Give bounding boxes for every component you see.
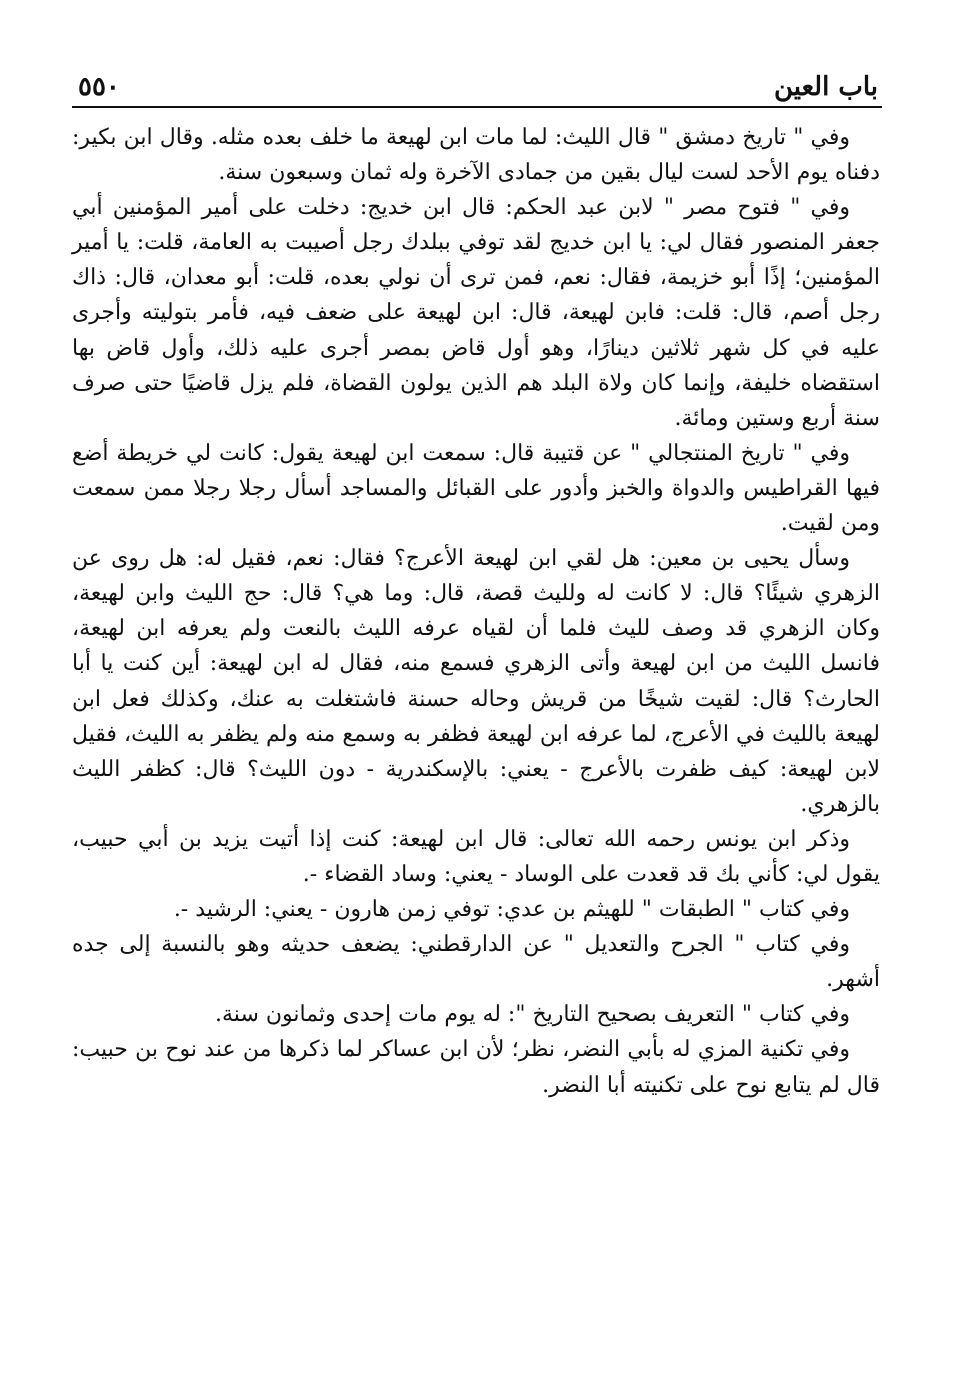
paragraph: وفي " تاريخ المنتجالي " عن قتيبة قال: سمعت ابن لهيعة يقول: كانت لي خريطة أضع فيها القراطيس والدواة والخبز وأدور على القبائل والمساجد أسأل رجلا رجلا ممن سمعت ومن لقيت. [72, 440, 880, 537]
paragraph: وفي تكنية المزي له بأبي النضر، نظر؛ لأن ابن عساكر لما ذكرها من عند نوح بن حبيب: قال لم يتابع نوح على تكنيته أبا النضر. [72, 1037, 880, 1098]
paragraph: وفي كتاب " التعريف بصحيح التاريخ ": له يوم مات إحدى وثمانون سنة. [215, 1002, 850, 1028]
paragraph: وفي " تاريخ دمشق " قال الليث: لما مات ابن لهيعة ما خلف بعده مثله. وقال ابن بكير: دفناه يوم الأحد لست ليال بقين من جمادى الآخرة وله ثمان وسبعون سنة. [72, 125, 880, 186]
body-text [72, 120, 880, 1103]
paragraph: وفي " فتوح مصر " لابن عبد الحكم: قال ابن خديج: دخلت على أمير المؤمنين أبي جعفر المنصور فقال لي: يا ابن خديج لقد توفي ببلدك رجل أصيبت به العامة، قلت: يا أمير المؤمنين؛ إذًا أبو خزيمة، فقال: نعم، فمن ترى أن نولي بعده، قلت: أبو معدان، قال: ذاك رجل أصم، قال: قلت: فابن لهيعة، قال: ابن لهيعة على ضعف فيه، فأمر بتوليته وأجرى عليه في كل شهر ثلاثين دينارًا، وهو أول قاض بمصر أجرى عليه ذلك، وأول قاض بها استقضاه خليفة، وإنما كان ولاة البلد هم الذين يولون القضاة، فلم يزل قاضيًا حتى صرف سنة أربع وستين ومائة. [72, 195, 881, 431]
chapter-title: باب العين [773, 72, 878, 102]
paragraph: وفي كتاب " الطبقات " للهيثم بن عدي: توفي زمن هارون - يعني: الرشيد -. [173, 897, 850, 923]
running-head [78, 62, 878, 102]
paragraph: وفي كتاب " الجرح والتعديل " عن الدارقطني: يضعف حديثه وهو بالنسبة إلى جده أشهر. [72, 932, 880, 993]
paragraph: وسأل يحيى بن معين: هل لقي ابن لهيعة الأعرج؟ فقال: نعم، فقيل له: هل روى عن الزهري شيئًا؟ قال: لا كانت له ولليث قصة، قال: وما هي؟ قال: حج الليث وابن لهيعة، وكان الزهري قد وصف لليث فلما أن لقياه عرفه الليث بالنعت ولم يعرفه ابن لهيعة، فانسل الليث من ابن لهيعة وأتى الزهري فسمع منه، فقال له ابن لهيعة: أين كنت يا أبا الحارث؟ قال: لقيت شيخًا من قريش وحاله حسنة فاشتغلت به عنك، وكذلك فعل ابن لهيعة بالليث في الأعرج، لما عرفه ابن لهيعة فظفر به وسمع منه ولم يظفر به الليث، فقيل لابن لهيعة: كيف ظفرت بالأعرج - يعني: بالإسكندرية - دون الليث؟ قال: كظفر الليث بالزهري. [72, 546, 880, 817]
header-rule [72, 106, 882, 108]
page-number: ٥٥٠ [78, 72, 120, 102]
paragraph: وذكر ابن يونس رحمه الله تعالى: قال ابن لهيعة: كنت إذا أتيت يزيد بن أبي حبيب، يقول لي: كأني بك قد قعدت على الوساد - يعني: وساد القضاء -. [72, 826, 880, 887]
